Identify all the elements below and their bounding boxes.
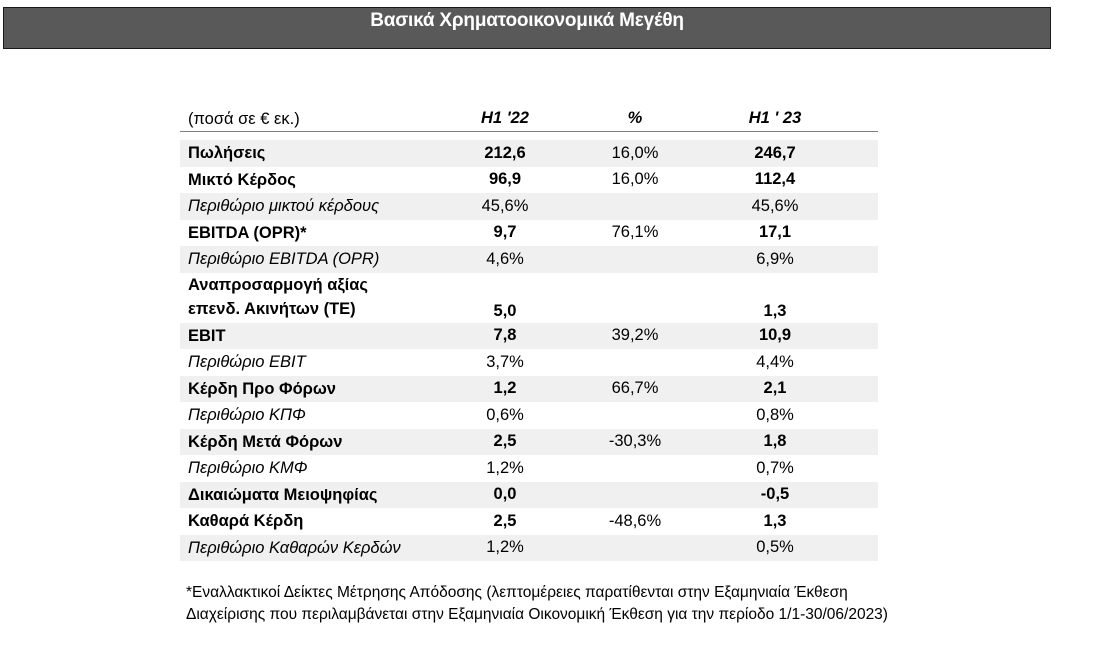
row-label: Περιθώριο EBIT bbox=[188, 353, 306, 372]
value-h1-22: 4,6% bbox=[486, 249, 524, 268]
footnote bbox=[186, 582, 986, 626]
page-title: Βασικά Χρηματοοικονομικά Μεγέθη bbox=[370, 10, 684, 31]
value-h1-22: 0,0 bbox=[493, 485, 517, 504]
table-row bbox=[180, 323, 878, 350]
value-h1-23: 10,9 bbox=[758, 326, 792, 345]
row-label: Κέρδη Προ Φόρων bbox=[188, 379, 336, 398]
value-pct: 16,0% bbox=[611, 170, 659, 189]
value-h1-22: 2,5 bbox=[493, 511, 517, 530]
header-h1-22: H1 '22 bbox=[481, 109, 529, 127]
table-row bbox=[180, 349, 878, 376]
header-h1-23: H1 ' 23 bbox=[748, 109, 802, 127]
value-h1-22: 212,6 bbox=[484, 143, 526, 162]
value-h1-22: 5,0 bbox=[493, 301, 517, 320]
value-pct: 39,2% bbox=[611, 326, 659, 345]
row-label-line1: Αναπροσαρμογή αξίας bbox=[188, 275, 368, 294]
row-label: EBIT bbox=[188, 326, 226, 345]
row-label bbox=[180, 273, 430, 321]
row-label: Μικτό Κέρδος bbox=[188, 170, 296, 189]
value-h1-23: -0,5 bbox=[760, 485, 790, 504]
table-row bbox=[180, 482, 878, 509]
row-label: Περιθώριο ΚΜΦ bbox=[188, 459, 308, 478]
value-h1-22: 0,6% bbox=[486, 405, 524, 424]
value-h1-23: 1,3 bbox=[763, 301, 787, 320]
title-banner bbox=[3, 7, 1051, 49]
value-h1-22: 7,8 bbox=[493, 326, 517, 345]
row-label: Περιθώριο μικτού κέρδους bbox=[188, 197, 380, 216]
value-h1-22: 1,2% bbox=[486, 538, 524, 557]
value-h1-22: 1,2 bbox=[493, 379, 517, 398]
row-label: Δικαιώματα Μειοψηφίας bbox=[188, 485, 378, 504]
value-h1-23: 45,6% bbox=[751, 196, 799, 215]
value-pct: -48,6% bbox=[608, 511, 662, 530]
row-label: EBITDA (OPR)* bbox=[188, 223, 307, 242]
table-row bbox=[180, 535, 878, 562]
table-row bbox=[180, 193, 878, 220]
value-h1-22: 96,9 bbox=[488, 170, 522, 189]
table-row bbox=[180, 508, 878, 535]
row-label: Περιθώριο Καθαρών Κερδών bbox=[188, 538, 401, 557]
value-h1-23: 0,7% bbox=[756, 458, 794, 477]
row-label-line2: επενδ. Ακινήτων (ΤΕ) bbox=[188, 299, 356, 318]
value-h1-23: 0,8% bbox=[756, 405, 794, 424]
value-h1-22: 2,5 bbox=[493, 432, 517, 451]
value-pct: 16,0% bbox=[611, 143, 659, 162]
value-pct: -30,3% bbox=[608, 432, 662, 451]
value-h1-23: 6,9% bbox=[756, 249, 794, 268]
header-units: (ποσά σε € εκ.) bbox=[188, 109, 300, 128]
value-h1-23: 1,8 bbox=[763, 432, 787, 451]
table-header bbox=[180, 106, 878, 132]
value-h1-23: 112,4 bbox=[754, 170, 796, 189]
value-h1-23: 1,3 bbox=[763, 511, 787, 530]
value-pct: 76,1% bbox=[611, 223, 659, 242]
value-pct: 66,7% bbox=[611, 379, 659, 398]
value-h1-23: 0,5% bbox=[756, 538, 794, 557]
row-label: Πωλήσεις bbox=[188, 144, 266, 163]
footnote-line1: *Εναλλακτικοί Δείκτες Μέτρησης Απόδοσης (λεπτομέρειες παρατίθενται στην Εξαμηνιαία Έκθεση bbox=[186, 584, 848, 601]
value-h1-23: 17,1 bbox=[758, 223, 792, 242]
table-row bbox=[180, 376, 878, 403]
table-row bbox=[180, 429, 878, 456]
table-row bbox=[180, 402, 878, 429]
value-h1-22: 3,7% bbox=[486, 352, 524, 371]
row-label: Περιθώριο ΚΠΦ bbox=[188, 406, 306, 425]
financial-table bbox=[180, 106, 878, 561]
table-row bbox=[180, 273, 878, 323]
value-h1-22: 45,6% bbox=[481, 196, 529, 215]
value-h1-22: 9,7 bbox=[493, 223, 517, 242]
value-h1-23: 4,4% bbox=[756, 352, 794, 371]
footnote-line2: Διαχείρισης που περιλαμβάνεται στην Εξαμηνιαία Οικονομική Έκθεση για την περίοδο 1/1-30/06/2023) bbox=[186, 606, 888, 623]
value-h1-23: 2,1 bbox=[763, 379, 787, 398]
table-row bbox=[180, 246, 878, 273]
header-pct: % bbox=[627, 109, 643, 127]
value-h1-23: 246,7 bbox=[754, 143, 796, 162]
table-row bbox=[180, 140, 878, 167]
table-row bbox=[180, 220, 878, 247]
row-label: Κέρδη Μετά Φόρων bbox=[188, 432, 343, 451]
value-h1-22: 1,2% bbox=[486, 458, 524, 477]
table-row bbox=[180, 167, 878, 194]
row-label: Καθαρά Κέρδη bbox=[188, 512, 304, 531]
row-label: Περιθώριο EBITDA (OPR) bbox=[188, 250, 380, 269]
table-row bbox=[180, 455, 878, 482]
